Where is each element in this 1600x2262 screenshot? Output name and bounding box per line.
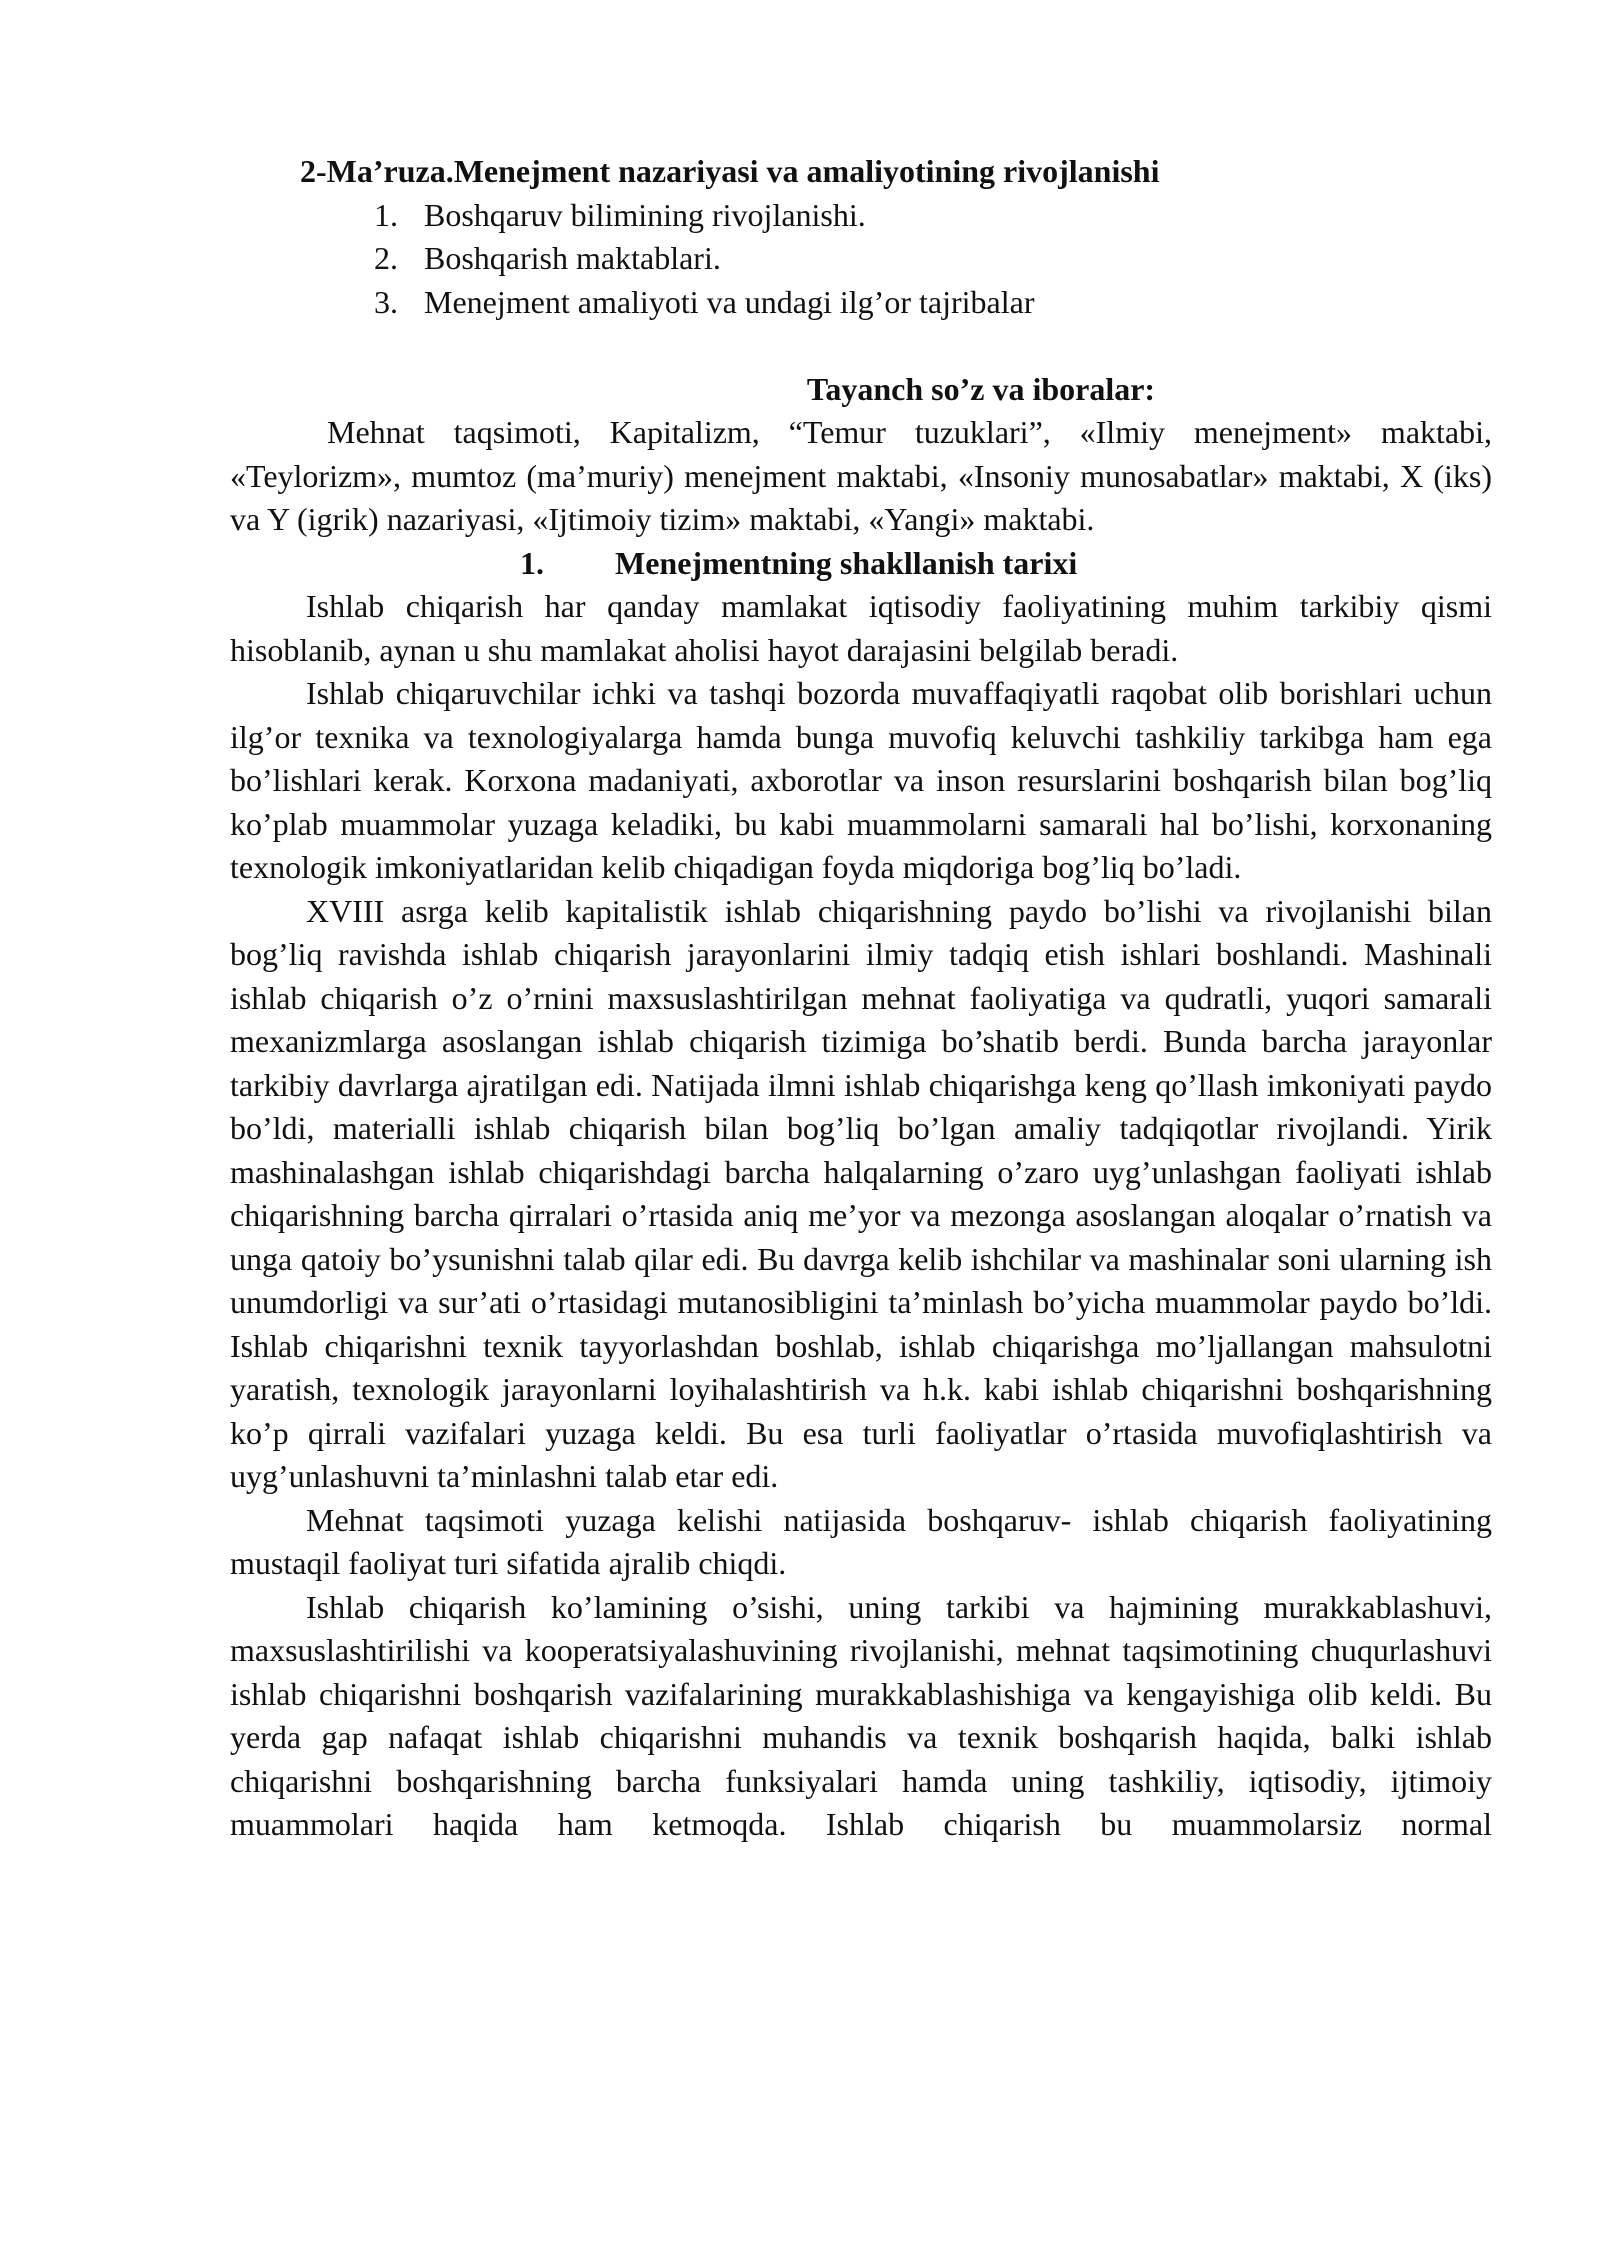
topics-list	[230, 194, 1492, 325]
section-number: 1.	[520, 544, 544, 581]
paragraph: Ishlab chiqaruvchilar ichki va tashqi bozorda muvaffaqiyatli raqobat olib borishlari uchun ilg’or texnika va texnologiyalarga hamda bunga muvofiq keluvchi tashkiliy tarkibga ham ega bo’lishlari kerak. Korxona madaniyati, axborotlar va inson resurslarini boshqarish bilan bog’liq ko’plab muammolar yuzaga keladiki, bu kabi muammolarni samarali hal bo’lishi, korxonaning texnologik imkoniyatlaridan kelib chiqadigan foyda miqdoriga bog’liq bo’ladi.	[230, 675, 1492, 885]
page-content	[230, 150, 1492, 1847]
topic-number: 2.	[374, 240, 398, 276]
paragraph: Ishlab chiqarish ko’lamining o’sishi, uning tarkibi va hajmining murakkablashuvi, maxsuslashtirilishi va kooperatsiyalashuvining rivojlanishi, mehnat taqsimotining chuqurlashuvi ishlab chiqarishni boshqarish vazifalarining murakkablashishiga va kengayishiga olib keldi. Bu yerda gap nafaqat ishlab chiqarishni muhandis va texnik boshqarish haqida, balki ishlab chiqarishni boshqarishning barcha funksiyalari hamda uning tashkiliy, iqtisodiy, ijtimoiy muammolari haqida ham ketmoqda. Ishlab chiqarish bu muammolarsiz normal	[230, 1588, 1492, 1842]
paragraph: XVIII asrga kelib kapitalistik ishlab chiqarishning paydo bo’lishi va rivojlanishi bilan bog’liq ravishda ishlab chiqarish jarayonlarini ilmiy tadqiq etish ishlari boshlandi. Mashinali ishlab chiqarish o’z o’rnini maxsuslashtirilgan mehnat faoliyatiga va qudratli, yuqori samarali mexanizmlarga asoslangan ishlab chiqarish tizimiga bo’shatib berdi. Bunda barcha jarayonlar tarkibiy davrlarga ajratilgan edi. Natijada ilmni ishlab chiqarishga keng qo’llash imkoniyati paydo bo’ldi, materialli ishlab chiqarish bilan bog’liq bo’lgan amaliy tadqiqotlar rivojlandi. Yirik mashinalashgan ishlab chiqarishdagi barcha halqalarning o’zaro uyg’unlashgan faoliyati ishlab chiqarishning barcha qirralari o’rtasida aniq me’yor va mezonga asoslangan aloqalar o’rnatish va unga qatoiy bo’ysunishni talab qilar edi. Bu davrga kelib ishchilar va mashinalar soni ularning ish unumdorligi va sur’ati o’rtasidagi mutanosibligini ta’minlash bo’yicha muammolar paydo bo’ldi. Ishlab chiqarishni texnik tayyorlashdan boshlab, ishlab chiqarishga mo’ljallangan mahsulotni yaratish, texnologik jarayonlarni loyihalashtirish va h.k. kabi ishlab chiqarishni boshqarishning ko’p qirrali vazifalari yuzaga keldi. Bu esa turli faoliyatlar o’rtasida muvofiqlashtirish va uyg’unlashuvni ta’minlashni talab etar edi.	[230, 892, 1492, 1494]
section-title: Menejmentning shakllanish tarixi	[615, 544, 1078, 581]
topic-number: 3.	[374, 283, 398, 320]
blank-line	[230, 324, 1492, 368]
topic-text: Menejment amaliyoti va undagi ilg’or tajribalar	[424, 283, 1035, 320]
topic-item	[230, 237, 1492, 281]
keywords-heading: Tayanch so’z va iboralar:	[806, 370, 1156, 407]
paragraph: Ishlab chiqarish har qanday mamlakat iqtisodiy faoliyatining muhim tarkibiy qismi hisoblanib, aynan u shu mamlakat aholisi hayot darajasini belgilab beradi.	[230, 588, 1492, 668]
section-heading	[230, 542, 1492, 586]
topic-text: Boshqaruv bilimining rivojlanishi.	[424, 196, 866, 233]
topic-item	[230, 281, 1492, 325]
topic-item	[230, 194, 1492, 238]
lecture-title: 2-Ma’ruza.Menejment nazariyasi va amaliyotining rivojlanishi	[300, 153, 1160, 189]
keywords-text: Mehnat taqsimoti, Kapitalizm, “Temur tuzuklari”, «Ilmiy menejment» maktabi, «Teylorizm», mumtoz (ma’muriy) menejment maktabi, «Insoniy munosabatlar» maktabi, X (iks) va Y (igrik) nazariyasi, «Ijtimoiy tizim» maktabi, «Yangi» maktabi.	[230, 414, 1492, 537]
paragraph: Mehnat taqsimoti yuzaga kelishi natijasida boshqaruv- ishlab chiqarish faoliyatining mustaqil faoliyat turi sifatida ajralib chiqdi.	[230, 1501, 1492, 1581]
topic-text: Boshqarish maktablari.	[424, 240, 721, 276]
topic-number: 1.	[374, 196, 398, 233]
